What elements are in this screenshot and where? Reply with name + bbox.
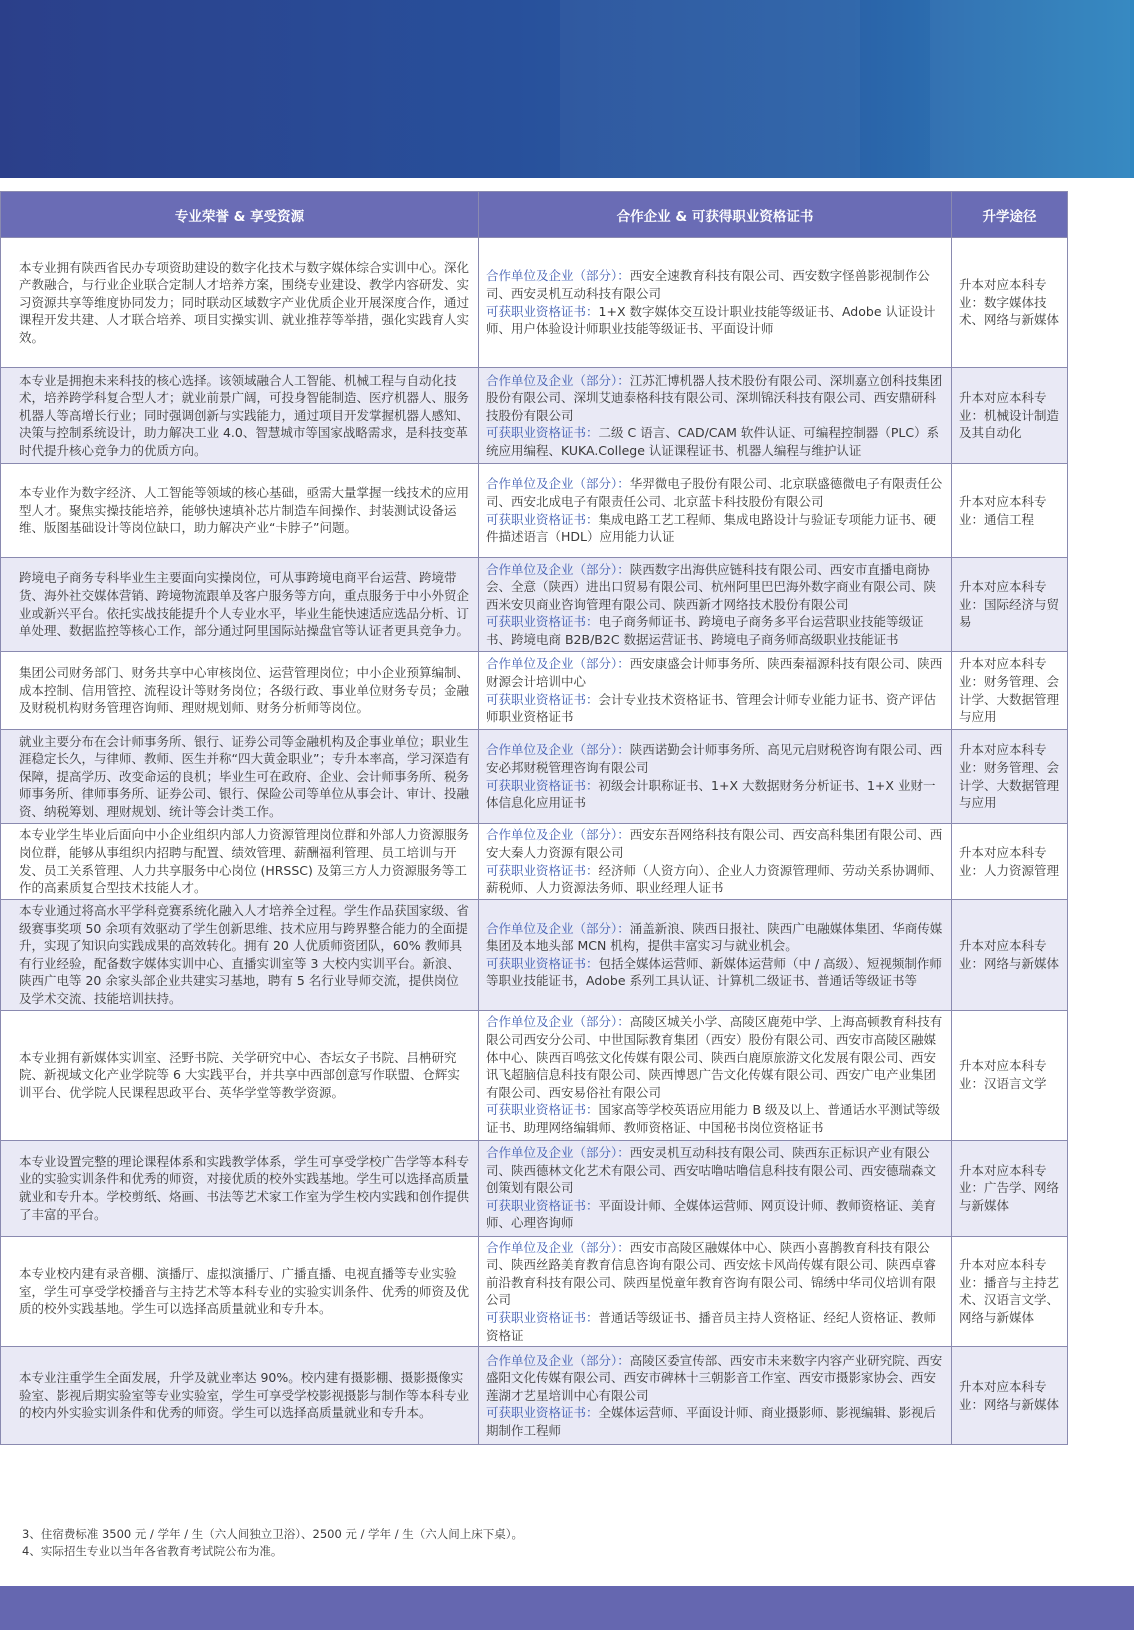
- certificate-list: 国家高等学校英语应用能力 B 级及以上、普通话水平测试等级证书、助理网络编辑师、教师资格证、中国秘书岗位资格证书: [486, 1102, 941, 1136]
- resource-cell: 本专业通过将高水平学科竞赛系统化融入人才培养全过程。学生作品获国家级、省级赛事奖项 50 余项有效驱动了学生创新思维、技术应用与跨界整合能力的全面提升，实现了知识向实践成果的高效转化。拥有 20 人优质师资团队，60% 教师具有行业经验，配备数字媒体实训中心、直播实训室等 3 大校内实训平台。新浪、陕西广电等 20 余家头部企业共建实习基地，聘有 5 名行业导师交流，提供岗位及学术交流、技能培训扶持。: [1, 900, 479, 1011]
- partner-list: 高陵区城关小学、高陵区鹿苑中学、上海高顿教育科技有限公司西安分公司、中世国际教育集团（西安）股份有限公司、西安市高陵区融媒体中心、陕西百鸣弦文化传媒有限公司、陕西白鹿原旅游文化发展有限公司、西安讯飞超脑信息科技有限公司、陕西博恩广告文化传媒有限公司、西安广电产业集团有限公司、西安易俗社有限公司: [486, 1014, 943, 1100]
- resource-cell: 本专业设置完整的理论课程体系和实践教学体系，学生可享受学校广告学等本科专业的实验实训条件和优秀的师资，对接优质的校外实践基地。学生可以选择高质量就业和专升本。学校剪纸、烙画、书法等艺术家工作室为学生校内实践和创作提供了丰富的平台。: [1, 1140, 479, 1236]
- partner-label: 合作单位及企业（部分）：: [486, 1145, 630, 1161]
- header-pathway: 升学途径: [952, 192, 1068, 238]
- partner-label: 合作单位及企业（部分）：: [486, 656, 630, 672]
- certificate-label: 可获职业资格证书：: [486, 614, 599, 630]
- certificates: [486, 955, 946, 990]
- certificate-list: 集成电路工艺工程师、集成电路设计与验证专项能力证书、硬件描述语言（HDL）应用能力认证: [486, 511, 937, 545]
- partner-companies: [486, 826, 946, 861]
- certificates: [486, 1197, 946, 1232]
- partner-list: 江苏汇博机器人技术股份有限公司、深圳嘉立创科技集团股份有限公司、深圳艾迪泰格科技有限公司、深圳锦沃科技有限公司、西安鼎研科技股份有限公司: [486, 372, 943, 423]
- certificate-label: 可获职业资格证书：: [486, 425, 599, 441]
- table-header-row: [1, 192, 1068, 238]
- pathway-cell: 升本对应本科专业：国际经济与贸易: [952, 558, 1068, 652]
- partner-list: 西安灵机互动科技有限公司、陕西东正标识产业有限公司、陕西德林文化艺术有限公司、西安咕噜咕噜信息科技有限公司、西安德瑞森文创策划有限公司: [486, 1145, 937, 1196]
- certificates: [486, 303, 946, 338]
- resource-cell: 跨境电子商务专科毕业生主要面向实操岗位，可从事跨境电商平台运营、跨境带货、海外社交媒体营销、跨境物流跟单及客户服务等方向，重点服务于中小外贸企业或新兴平台。依托实战技能提升个人专业水平，毕业生能快速适应选品分析、订单处理、数据监控等核心工作，部分通过阿里国际站操盘官等认证者更具竞争力。: [1, 558, 479, 652]
- table-row: [1, 900, 1068, 1011]
- table-row: [1, 1347, 1068, 1445]
- certificates: [486, 613, 946, 648]
- certificate-list: 经济师（人资方向）、企业人力资源管理师、劳动关系协调师、薪税师、人力资源法务师、职业经理人证书: [486, 862, 943, 896]
- certificates: [486, 424, 946, 459]
- note-accommodation: 3、住宿费标准 3500 元 / 学年 / 生（六人间独立卫浴）、2500 元 / 学年 / 生（六人间上床下桌）。: [22, 1527, 524, 1541]
- certificate-list: 平面设计师、全媒体运营师、网页设计师、教师资格证、美育师、心理咨询师: [486, 1197, 937, 1231]
- header-resources: 专业荣誉 & 享受资源: [1, 192, 479, 238]
- partner-cell: [479, 368, 952, 464]
- certificates: [486, 862, 946, 897]
- certificate-list: 二级 C 语言、CAD/CAM 软件认证、可编程控制器（PLC）系统应用编程、KUKA.College 认证课程证书、机器人编程与维护认证: [486, 425, 940, 458]
- footnotes: [22, 1526, 523, 1560]
- resource-cell: 本专业作为数字经济、人工智能等领域的核心基础，亟需大量掌握一线技术的应用型人才。聚焦实操技能培养，能够快速填补芯片制造车间操作、封装测试设备运维、版图基础设计等岗位缺口，助力解决产业“卡脖子”问题。: [1, 464, 479, 558]
- certificates: [486, 777, 946, 812]
- program-table: [0, 191, 1068, 1445]
- table-row: [1, 464, 1068, 558]
- resource-cell: 集团公司财务部门、财务共享中心审核岗位、运营管理岗位；中小企业预算编制、成本控制、信用管控、流程设计等财务岗位；各级行政、事业单位财务专员；金融及财税机构财务管理咨询师、理财规划师、财务分析师等岗位。: [1, 652, 479, 730]
- banner-stripe: [560, 0, 860, 178]
- certificates: [486, 511, 946, 546]
- certificate-label: 可获职业资格证书：: [486, 777, 599, 793]
- resource-cell: 本专业是拥抱未来科技的核心选择。该领域融合人工智能、机械工程与自动化技术，培养跨学科复合型人才；就业前景广阔，可投身智能制造、医疗机器人、服务机器人等高增长行业；同时强调创新与实践能力，通过项目开发掌握机器人感知、决策与控制系统设计，助力解决工业 4.0、智慧城市等国家战略需求，是科技变革时代提升核心竞争力的优质方向。: [1, 368, 479, 464]
- partner-label: 合作单位及企业（部分）：: [486, 372, 630, 388]
- partner-cell: [479, 900, 952, 1011]
- certificate-list: 电子商务师证书、跨境电子商务多平台运营职业技能等级证书、跨境电商 B2B/B2C 数据运营证书、跨境电子商务师高级职业技能证书: [486, 614, 924, 647]
- certificate-label: 可获职业资格证书：: [486, 1102, 599, 1118]
- partner-cell: [479, 1010, 952, 1140]
- partner-list: 西安东吾网络科技有限公司、西安高科集团有限公司、西安大秦人力资源有限公司: [486, 827, 943, 860]
- partner-label: 合作单位及企业（部分）：: [486, 920, 630, 936]
- certificate-list: 会计专业技术资格证书、管理会计师专业能力证书、资产评估师职业资格证书: [486, 691, 937, 725]
- certificate-list: 全媒体运营师、平面设计师、商业摄影师、影视编辑、影视后期制作工程师: [486, 1405, 937, 1439]
- banner-stripe: [930, 0, 1130, 178]
- table-row: [1, 238, 1068, 368]
- table-row: [1, 368, 1068, 464]
- partner-cell: [479, 824, 952, 900]
- partner-list: 华羿微电子股份有限公司、北京联盛德微电子有限责任公司、西安北成电子有限责任公司、北京蓝卡科技股份有限公司: [486, 476, 943, 509]
- certificate-list: 包括全媒体运营师、新媒体运营师（中 / 高级）、短视频制作师等职业技能证书，Adobe 系列工具认证、计算机二级证书、普通话等级证书等: [486, 955, 942, 989]
- partner-label: 合作单位及企业（部分）：: [486, 476, 630, 492]
- resource-cell: 本专业注重学生全面发展，升学及就业率达 90%。校内建有摄影棚、摄影摄像实验室、影视后期实验室等专业实验室，学生可享受学校影视摄影与制作等本科专业的校内外实验实训条件和优秀的师资。学生可以选择高质量就业和专升本。: [1, 1347, 479, 1445]
- partner-list: 陕西数字出海供应链科技有限公司、西安市直播电商协会、全意（陕西）进出口贸易有限公司、杭州阿里巴巴海外数字商业有限公司、陕西米安贝商业咨询管理有限公司、陕西新才网络技术股份有限公司: [486, 561, 937, 612]
- partner-label: 合作单位及企业（部分）：: [486, 1014, 630, 1030]
- certificate-label: 可获职业资格证书：: [486, 511, 599, 527]
- partner-companies: [486, 267, 946, 302]
- partner-list: 西安康盛会计师事务所、陕西秦福源科技有限公司、陕西财源会计培训中心: [486, 656, 943, 689]
- program-table-wrap: [0, 191, 1067, 1445]
- partner-label: 合作单位及企业（部分）：: [486, 561, 630, 577]
- partner-companies: [486, 1352, 946, 1405]
- certificate-list: 初级会计职称证书、1+X 大数据财务分析证书、1+X 业财一体信息化应用证书: [486, 777, 936, 811]
- partner-cell: [479, 464, 952, 558]
- resource-cell: 本专业拥有陕西省民办专项资助建设的数字化技术与数字媒体综合实训中心。深化产教融合，与行业企业联合定制人才培养方案，围绕专业建设、教学内容研发、实习资源共享等维度协同发力；同时联动区域数字产业优质企业开展深度合作，通过课程开发共建、人才联合培养、项目实操实训、就业推荐等举措，强化实践育人实效。: [1, 238, 479, 368]
- certificate-label: 可获职业资格证书：: [486, 1405, 599, 1421]
- partner-cell: [479, 1347, 952, 1445]
- certificate-label: 可获职业资格证书：: [486, 1309, 599, 1325]
- table-row: [1, 1236, 1068, 1347]
- pathway-cell: 升本对应本科专业：人力资源管理: [952, 824, 1068, 900]
- table-row: [1, 824, 1068, 900]
- partner-list: 西安市高陵区融媒体中心、陕西小喜鹊教育科技有限公司、陕西丝路美育教育信息咨询有限公司、西安炫卡风尚传媒有限公司、陕西卓睿前沿教育科技有限公司、陕西星悦童年教育咨询有限公司、锦绣中华司仪培训有限公司: [486, 1239, 937, 1308]
- pathway-cell: 升本对应本科专业：数字媒体技术、网络与新媒体: [952, 238, 1068, 368]
- table-row: [1, 1140, 1068, 1236]
- pathway-cell: 升本对应本科专业：广告学、网络与新媒体: [952, 1140, 1068, 1236]
- certificates: [486, 691, 946, 726]
- partner-companies: [486, 1144, 946, 1197]
- certificate-label: 可获职业资格证书：: [486, 862, 599, 878]
- partner-cell: [479, 1236, 952, 1347]
- pathway-cell: 升本对应本科专业：机械设计制造及其自动化: [952, 368, 1068, 464]
- partner-cell: [479, 238, 952, 368]
- table-row: [1, 558, 1068, 652]
- pathway-cell: 升本对应本科专业：财务管理、会计学、大数据管理与应用: [952, 652, 1068, 730]
- pathway-cell: 升本对应本科专业：汉语言文学: [952, 1010, 1068, 1140]
- pathway-cell: 升本对应本科专业：网络与新媒体: [952, 900, 1068, 1011]
- resource-cell: 本专业拥有新媒体实训室、泾野书院、关学研究中心、杏坛女子书院、吕柟研究院、新视域文化产业学院等 6 大实践平台，并共享中西部创意写作联盟、仓辉实训平台、优学院人民课程思政平台、英华学堂等教学资源。: [1, 1010, 479, 1140]
- partner-companies: [486, 475, 946, 510]
- pathway-cell: 升本对应本科专业：网络与新媒体: [952, 1347, 1068, 1445]
- certificates: [486, 1309, 946, 1344]
- partner-cell: [479, 730, 952, 824]
- top-banner: [0, 0, 1134, 178]
- partner-list: 西安全速教育科技有限公司、西安数字怪兽影视制作公司、西安灵机互动科技有限公司: [486, 268, 930, 301]
- certificates: [486, 1101, 946, 1136]
- partner-companies: [486, 920, 946, 955]
- partner-companies: [486, 561, 946, 614]
- resource-cell: 就业主要分布在会计师事务所、银行、证券公司等金融机构及企事业单位；职业生涯稳定长久，与律师、教师、医生并称“四大黄金职业”；专升本率高，学习深造有保障，提高学历、改变命运的良机；毕业生可在政府、企业、会计师事务所、税务师事务所、律师事务所、证券公司、银行、保险公司等单位从事会计、审计、投融资、纳税筹划、理财规划、统计等会计类工作。: [1, 730, 479, 824]
- partner-label: 合作单位及企业（部分）：: [486, 827, 630, 843]
- partner-list: 陕西诺勤会计师事务所、高见元启财税咨询有限公司、西安必邦财税管理咨询有限公司: [486, 742, 943, 775]
- partner-label: 合作单位及企业（部分）：: [486, 268, 630, 284]
- certificate-list: 普通话等级证书、播音员主持人资格证、经纪人资格证、教师资格证: [486, 1309, 937, 1343]
- pathway-cell: 升本对应本科专业：财务管理、会计学、大数据管理与应用: [952, 730, 1068, 824]
- certificate-label: 可获职业资格证书：: [486, 1197, 599, 1213]
- partner-label: 合作单位及企业（部分）：: [486, 1239, 630, 1255]
- certificate-label: 可获职业资格证书：: [486, 955, 599, 971]
- partner-companies: [486, 1239, 946, 1309]
- certificate-list: 1+X 数字媒体交互设计职业技能等级证书、Adobe 认证设计师、用户体验设计师职业技能等级证书、平面设计师: [486, 303, 936, 337]
- table-row: [1, 730, 1068, 824]
- certificates: [486, 1404, 946, 1439]
- partner-companies: [486, 372, 946, 425]
- partner-cell: [479, 652, 952, 730]
- note-enrollment: 4、实际招生专业以当年各省教育考试院公布为准。: [22, 1544, 283, 1558]
- partner-list: 高陵区委宣传部、西安市未来数字内容产业研究院、西安盛阳文化传媒有限公司、西安市碑林十三朝影音工作室、西安市摄影家协会、西安莲湖才艺星培训中心有限公司: [486, 1352, 943, 1403]
- table-row: [1, 652, 1068, 730]
- bottom-banner: [0, 1586, 1134, 1630]
- certificate-label: 可获职业资格证书：: [486, 691, 599, 707]
- header-partners: 合作企业 & 可获得职业资格证书: [479, 192, 952, 238]
- pathway-cell: 升本对应本科专业：播音与主持艺术、汉语言文学、网络与新媒体: [952, 1236, 1068, 1347]
- resource-cell: 本专业校内建有录音棚、演播厅、虚拟演播厅、广播直播、电视直播等专业实验室，学生可享受学校播音与主持艺术等本科专业的实验实训条件、优秀的师资及优质的校外实践基地。学生可以选择高质量就业和专升本。: [1, 1236, 479, 1347]
- pathway-cell: 升本对应本科专业：通信工程: [952, 464, 1068, 558]
- partner-companies: [486, 1013, 946, 1101]
- table-body: [1, 238, 1068, 1445]
- resource-cell: 本专业学生毕业后面向中小企业组织内部人力资源管理岗位群和外部人力资源服务岗位群，能够从事组织内招聘与配置、绩效管理、薪酬福利管理、员工培训与开发、员工关系管理、人力共享服务中心岗位 (HRSSC) 及第三方人力资源服务等工作的高素质复合型技术技能人才。: [1, 824, 479, 900]
- certificate-label: 可获职业资格证书：: [486, 303, 599, 319]
- table-row: [1, 1010, 1068, 1140]
- partner-companies: [486, 655, 946, 690]
- partner-label: 合作单位及企业（部分）：: [486, 742, 630, 758]
- partner-companies: [486, 741, 946, 776]
- partner-list: 涌盖新浪、陕西日报社、陕西广电融媒体集团、华商传媒集团及本地头部 MCN 机构，提供丰富实习与就业机会。: [486, 920, 943, 954]
- partner-cell: [479, 558, 952, 652]
- partner-cell: [479, 1140, 952, 1236]
- partner-label: 合作单位及企业（部分）：: [486, 1352, 630, 1368]
